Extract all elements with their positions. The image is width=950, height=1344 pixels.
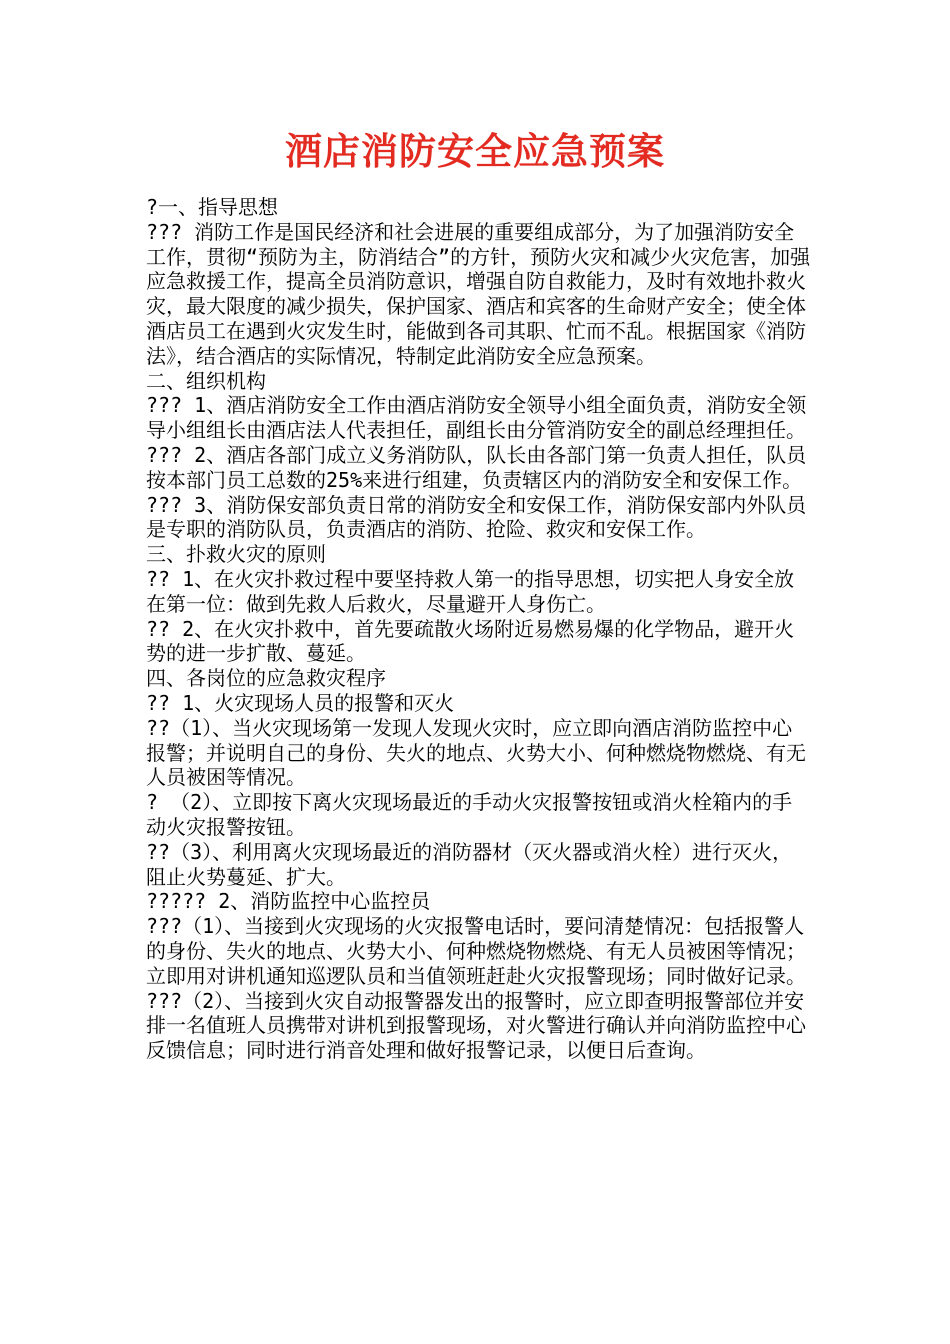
section-heading-firefighting-principles: 三、扑救火灾的原则 xyxy=(146,542,326,567)
subheading: ????? 2、消防监控中心监控员 xyxy=(146,889,431,914)
document-body xyxy=(146,195,811,1063)
paragraph: ??? 2、酒店各部门成立义务消防队，队长由各部门第一负责人担任，队员按本部门员工总数的25%来进行组建，负责辖区内的消防安全和安保工作。 xyxy=(146,442,807,492)
section-heading-organization: 二、组织机构 xyxy=(146,368,266,393)
paragraph: ??? 消防工作是国民经济和社会进展的重要组成部分，为了加强消防安全工作，贯彻“预防为主，防消结合”的方针，预防火灾和减少火灾危害，加强应急救援工作，提高全员消防意识，增强自防自救能力，及时有效地扑救火灾，最大限度的减少损失，保护国家、酒店和宾客的生命财产安全；使全体酒店员工在遇到火灾发生时，能做到各司其职、忙而不乱。根据国家《消防法》，结合酒店的实际情况，特制定此消防安全应急预案。 xyxy=(146,219,811,368)
paragraph: ? （2）、立即按下离火灾现场最近的手动火灾报警按钮或消火栓箱内的手动火灾报警按钮。 xyxy=(146,790,793,839)
paragraph: ???（1）、当接到火灾现场的火灾报警电话时，要问清楚情况：包括报警人的身份、失火的地点、火势大小、何种燃烧物燃烧、有无人员被困等情况；立即用对讲机通知巡逻队员和当值领班赶赴火灾报警现场；同时做好记录。 xyxy=(146,914,806,988)
paragraph: ??（1）、当火灾现场第一发现人发现火灾时，应立即向酒店消防监控中心报警；并说明自己的身份、失火的地点、火势大小、何种燃烧物燃烧、有无人员被困等情况。 xyxy=(146,715,806,790)
paragraph: ??（3）、利用离火灾现场最近的消防器材（灭火器或消火栓）进行灭火，阻止火势蔓延、扩大。 xyxy=(146,839,793,889)
section-heading-guiding-principle: ?一、指导思想 xyxy=(146,195,279,219)
paragraph: ?? 2、在火灾扑救中，首先要疏散火场附近易燃易爆的化学物品，避开火势的进一步扩散、蔓延。 xyxy=(146,616,795,666)
section-heading-emergency-procedures: 四、各岗位的应急救灾程序 xyxy=(146,666,386,691)
paragraph: ?? 1、在火灾扑救过程中要坚持救人第一的指导思想，切实把人身安全放在第一位：做到先救人后救火，尽量避开人身伤亡。 xyxy=(146,566,795,616)
paragraph: ??? 1、酒店消防安全工作由酒店消防安全领导小组全面负责，消防安全领导小组组长由酒店法人代表担任，副组长由分管消防安全的副总经理担任。 xyxy=(146,393,807,443)
paragraph: ???（2）、当接到火灾自动报警器发出的报警时，应立即查明报警部位并安排一名值班人员携带对讲机到报警现场，对火警进行确认并向消防监控中心反馈信息；同时进行消音处理和做好报警记录，以便日后查询。 xyxy=(146,988,806,1063)
paragraph: ??? 3、消防保安部负责日常的消防安全和安保工作，消防保安部内外队员是专职的消防队员，负责酒店的消防、抢险、救灾和安保工作。 xyxy=(146,492,807,542)
subheading: ?? 1、火灾现场人员的报警和灭火 xyxy=(146,690,455,715)
document-title: 酒店消防安全应急预案 xyxy=(285,129,665,173)
